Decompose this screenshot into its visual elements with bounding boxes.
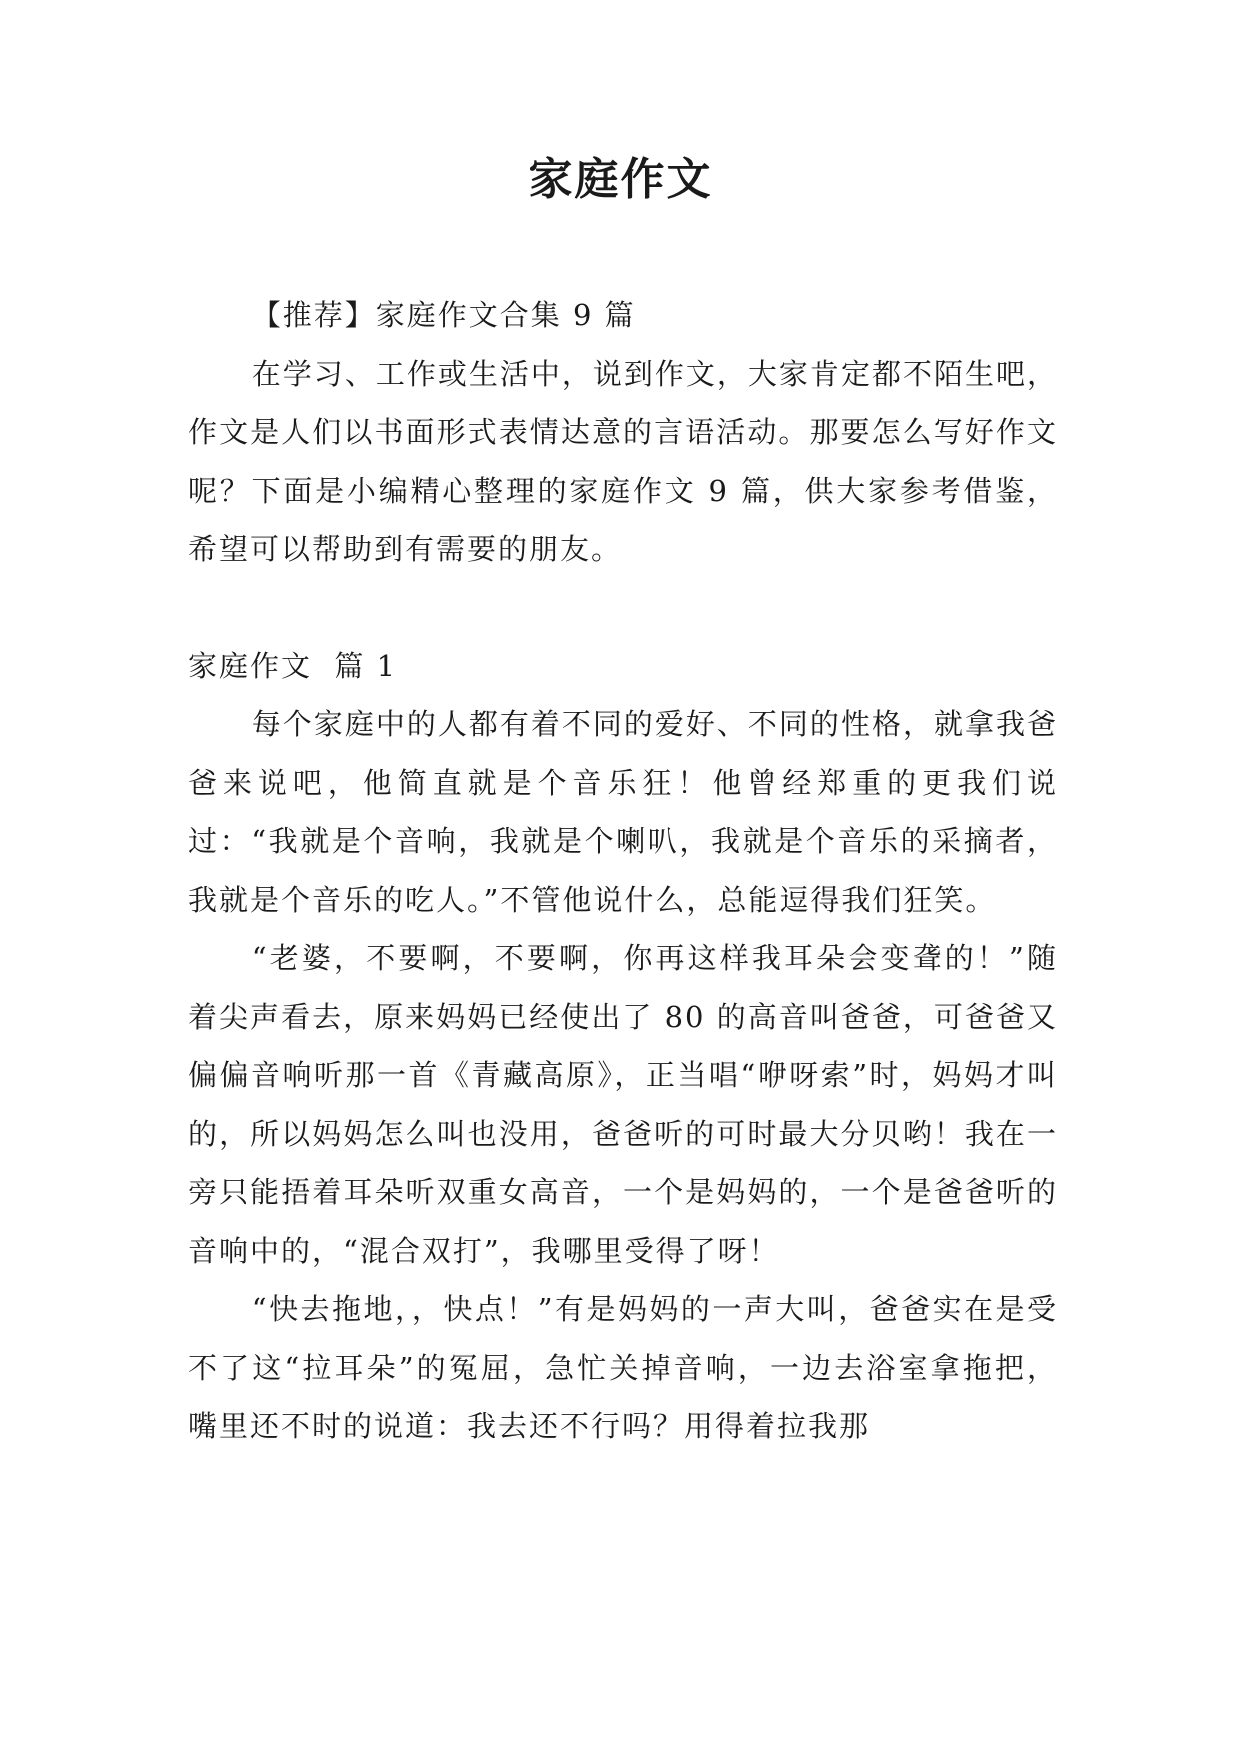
section-heading: 家庭作文 篇 1 <box>188 648 398 683</box>
intro-subtitle: 【推荐】家庭作文合集 9 篇 <box>251 298 636 332</box>
section-paragraph-1: 每个家庭中的人都有着不同的爱好、不同的性格，就拿我爸爸来说吧，他简直就是个音乐狂！他曾经郑重的更我们说过：“我就是个音响，我就是个喇叭，我就是个音乐的采摘者，我就是个音乐的吃人。”不管他说什么，总能逗得我们狂笑。 <box>188 707 1058 917</box>
section-spacer <box>188 579 1058 637</box>
intro-paragraph: 在学习、工作或生活中，说到作文，大家肯定都不陌生吧，作文是人们以书面形式表情达意的言语活动。那要怎么写好作文呢？下面是小编精心整理的家庭作文 9 篇，供大家参考借鉴，希望可以帮助到有需要的朋友。 <box>188 356 1058 566</box>
document-title: 家庭作文 <box>528 154 713 205</box>
section-paragraph-3: “快去拖地，，快点！”有是妈妈的一声大叫，爸爸实在是受不了这“拉耳朵”的冤屈，急忙关掉音响，一边去浴室拿拖把，嘴里还不时的说道：我去还不行吗？用得着拉我那 <box>188 1292 1058 1443</box>
section-paragraph-2: “老婆，不要啊，不要啊，你再这样我耳朵会变聋的！”随着尖声看去，原来妈妈已经使出了 80 的高音叫爸爸，可爸爸又偏偏音响听那一首《青藏高原》，正当唱“咿呀索”时，妈妈才叫的，所以妈妈怎么叫也没用，爸爸听的可时最大分贝哟！我在一旁只能捂着耳朵听双重女高音，一个是妈妈的，一个是爸爸听的音响中的，“混合双打”，我哪里受得了呀！ <box>188 941 1058 1268</box>
document-body <box>188 286 1058 1456</box>
